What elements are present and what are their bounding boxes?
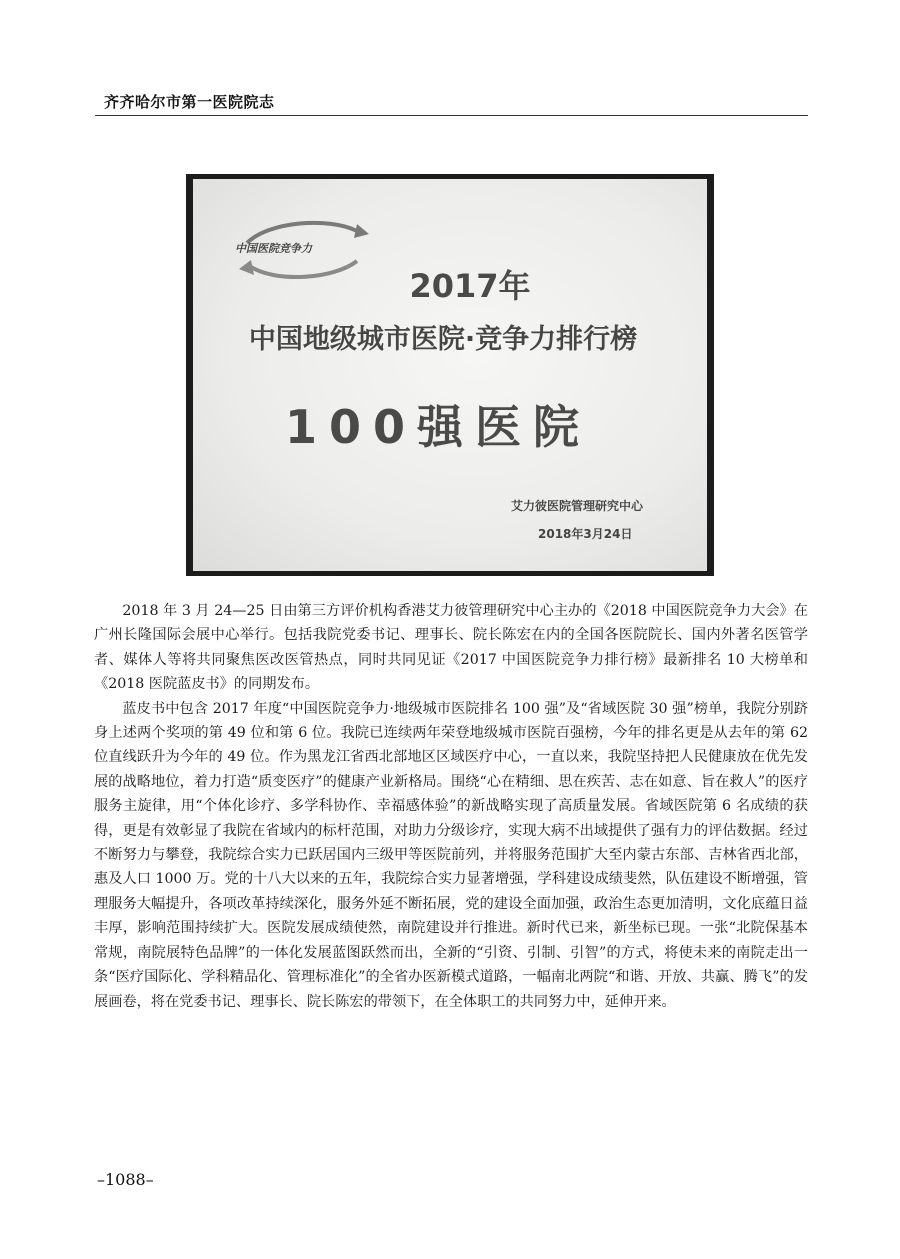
plaque <box>193 179 707 571</box>
page-number: –1088– <box>97 1170 154 1189</box>
plaque-year: 2017年 <box>409 267 531 305</box>
body-text <box>94 599 808 1014</box>
plaque-photo <box>186 174 714 576</box>
paragraph-1: 2018 年 3 月 24—25 日由第三方评价机构香港艾力彼管理研究中心主办的《2018 中国医院竞争力大会》在广州长隆国际会展中心举行。包括我院党委书记、理事长、院长陈宏在内的全国各医院院长、国内外著名医管学者、媒体人等将共同聚焦医改医管热点，同时共同见证《2017 中国医院竞争力排行榜》最新排名 10 大榜单和《2018 医院蓝皮书》的同期发布。 <box>94 603 808 693</box>
header-divider <box>95 115 808 116</box>
logo-text: 中国医院竞争力 <box>235 242 312 255</box>
plaque-date: 2018年3月24日 <box>538 527 633 541</box>
plaque-issuer: 艾力彼医院管理研究中心 <box>511 499 644 513</box>
paragraph-2: 蓝皮书中包含 2017 年度“中国医院竞争力·地级城市医院排名 100 强”及“省域医院 30 强”榜单，我院分别跻身上述两个奖项的第 49 位和第 6 位。我院已连续两年荣登地级城市医院百强榜，今年的排名更是从去年的第 62 位直线跃升为今年的 49 位。作为黑龙江省西北部地区区域医疗中心，一直以来，我院坚持把人民健康放在优先发展的战略地位，着力打造“质变医疗”的健康产业新格局。围绕“心在精细、思在疾苦、志在如意、旨在救人”的医疗服务主旋律，用“个体化诊疗、多学科协作、幸福感体验”的新战略实现了高质量发展。省域医院第 6 名成绩的获得，更是有效彰显了我院在省域内的标杆范围，对助力分级诊疗，实现大病不出域提供了强有力的评估数据。经过不断努力与攀登，我院综合实力已跃居国内三级甲等医院前列，并将服务范围扩大至内蒙古东部、吉林省西北部，惠及人口 1000 万。党的十八大以来的五年，我院综合实力显著增强，学科建设成绩斐然，队伍建设不断增强，管理服务大幅提升，各项改革持续深化，服务外延不断拓展，党的建设全面加强，政治生态更加清明，文化底蕴日益丰厚，影响范围持续扩大。医院发展成绩使然，南院建设并行推进。新时代已来，新坐标已现。一张“北院保基本常规，南院展特色品牌”的一体化发展蓝图跃然而出，全新的“引资、引制、引智”的方式，将使未来的南院走出一条“医疗国际化、学科精品化、管理标准化”的全省办医新模式道路，一幅南北两院“和谐、开放、共赢、腾飞”的发展画卷，将在党委书记、理事长、院长陈宏的带领下，在全体职工的共同努力中，延伸开来。 <box>94 700 808 1010</box>
plaque-award: 100强医院 <box>284 400 592 454</box>
book-title: 齐齐哈尔市第一医院院志 <box>104 93 275 111</box>
plaque-title: 中国地级城市医院·竞争力排行榜 <box>248 324 638 355</box>
